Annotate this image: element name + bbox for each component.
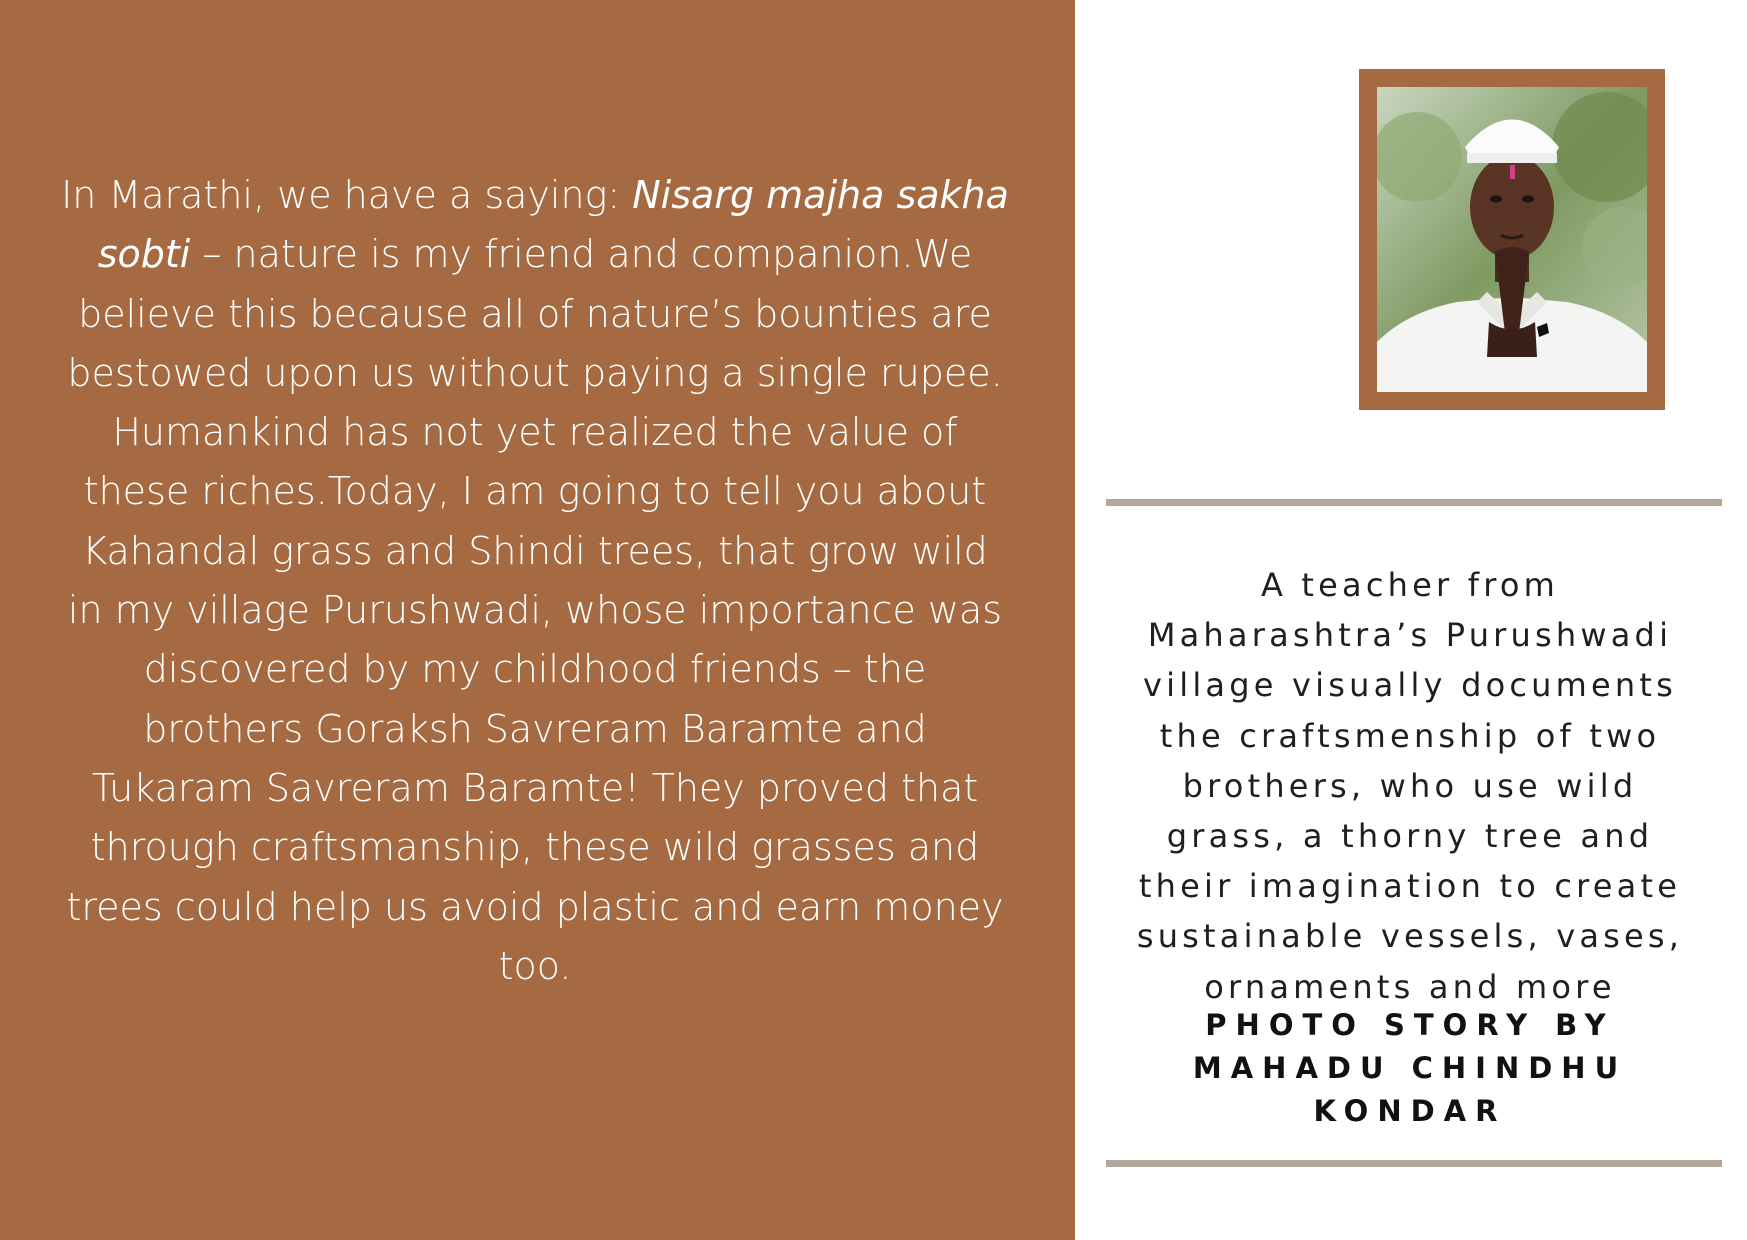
story-caption: A teacher from Maharashtra’s Purushwadi village visually documents the craftsmenship of two brothers, who use wild grass, a thorny tree and their imagination to create sustainable vessels, vases, ornaments and more xyxy=(1136,566,1684,1006)
portrait-illustration xyxy=(1377,87,1647,392)
portrait-photo xyxy=(1377,87,1647,392)
byline-line: KONDAR xyxy=(1313,1094,1507,1128)
story-text xyxy=(60,166,1010,996)
marathi-saying: Nisarg majha sakha sobti xyxy=(97,173,1009,277)
story-intro: In Marathi, we have a saying: xyxy=(61,173,633,217)
photo-byline xyxy=(1120,1004,1700,1133)
byline-line: PHOTO STORY BY xyxy=(1205,1008,1615,1042)
story-body: – nature is my friend and companion.We believe this because all of nature’s bounties are bestowed upon us without paying a single rupee. Humankind has not yet realized the value of these riches.Today, I am going to tell you about Kahandal grass and Shindi trees, that grow wild in my village Purushwadi, whose importance was discovered by my childhood friends – the brothers Goraksh Savreram Baramte and Tukaram Savreram Baramte! They proved that through craftsmanship, these wild grasses and trees could help us avoid plastic and earn money too. xyxy=(66,232,1004,988)
top-divider xyxy=(1106,499,1722,506)
bottom-divider xyxy=(1106,1160,1722,1167)
portrait-frame xyxy=(1359,69,1665,410)
byline-line: MAHADU CHINDHU xyxy=(1192,1051,1628,1085)
